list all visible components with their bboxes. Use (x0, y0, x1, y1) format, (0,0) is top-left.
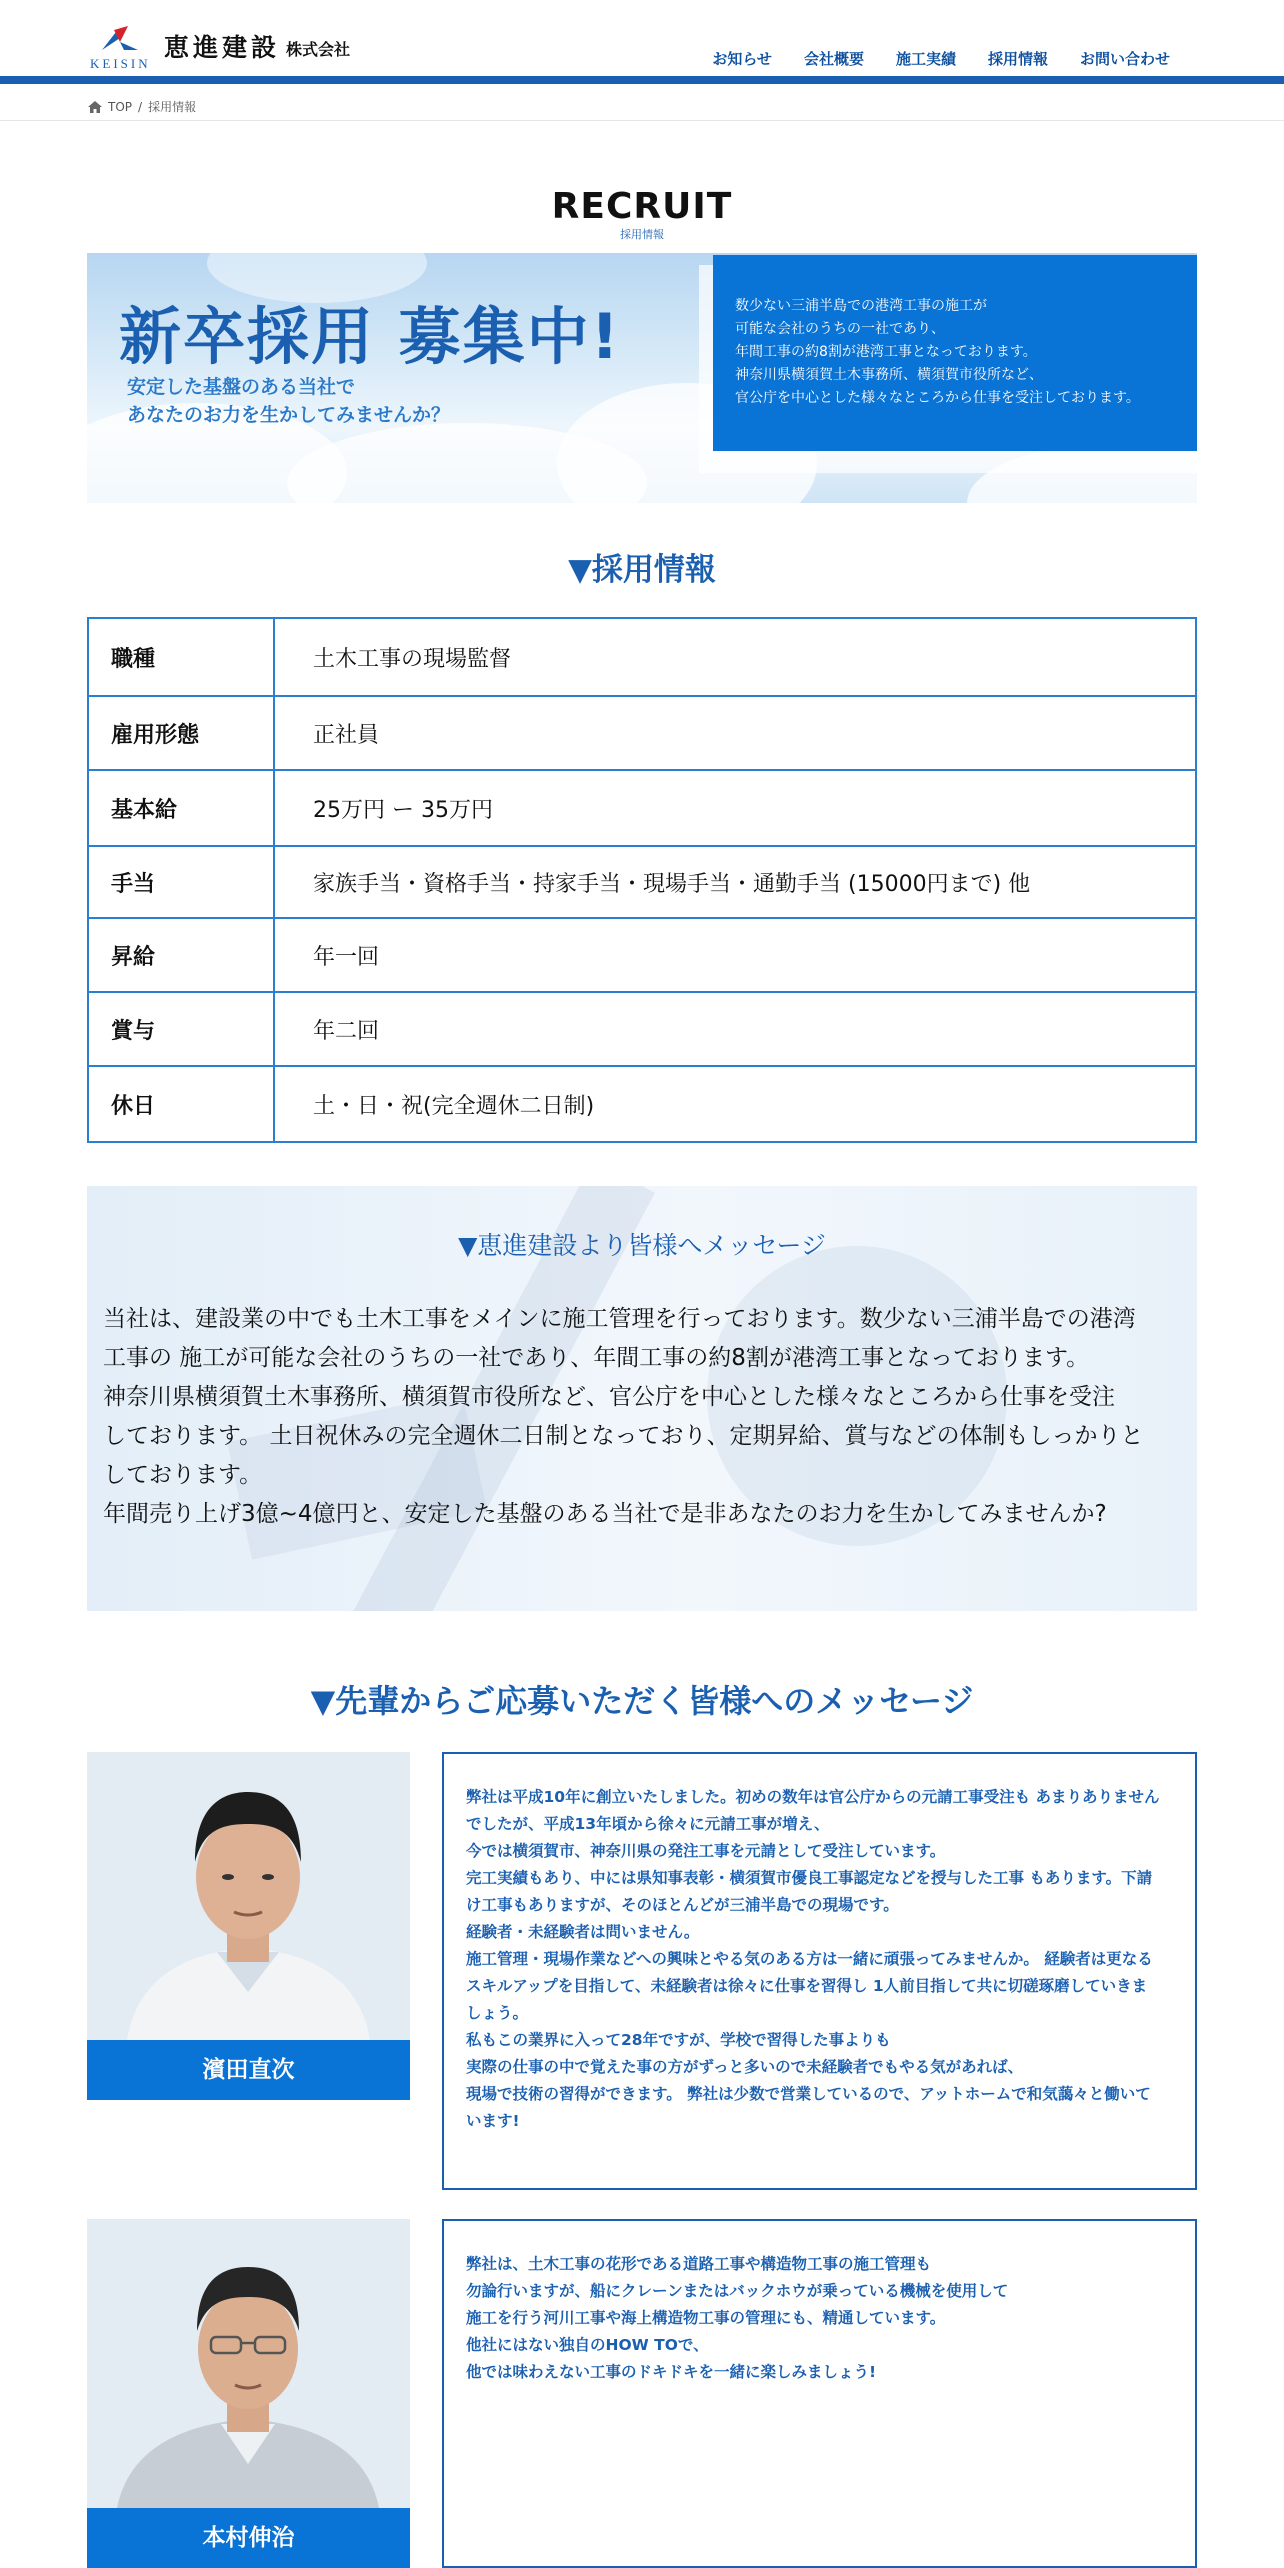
person-name: 濱田直次 (87, 2040, 410, 2100)
hero-info-box (713, 255, 1197, 451)
nav-recruit[interactable]: 採用情報 (972, 50, 1064, 80)
company-logo[interactable] (88, 22, 388, 74)
senior-message-box (442, 2219, 1197, 2568)
logo-company-name: 恵進建設 (164, 33, 281, 62)
message-line: 年間売り上げ3億~4億円と、安定した基盤のある当社で是非あなたのお力を生かしてみませんか? (103, 1501, 1107, 1527)
senior-message-line: 実際の仕事の中で覚えた事の方がずっと多いので未経験者でもやる気があれば、 (466, 2058, 1024, 2076)
table-label: 基本給 (89, 771, 275, 845)
table-value: 25万円 ー 35万円 (313, 797, 493, 823)
nav-company[interactable]: 会社概要 (803, 50, 864, 68)
company-message-title: ▼恵進建設より皆様へメッセージ (458, 1231, 826, 1260)
senior-message-line: 施工管理・現場作業などへの興味とやる気のある方は一緒に頑張ってみませんか。 経験者は更なる (466, 1950, 1153, 1968)
senior-message-line: 勿論行いますが、船にクレーンまたはバックホウが乗っている機械を使用して (466, 2282, 1009, 2300)
message-line: 当社は、建設業の中でも土木工事をメインに施工管理を行っております。数少ない三浦半島での港湾 (103, 1306, 1136, 1332)
keisin-logo-icon (98, 24, 142, 54)
table-row (89, 695, 1195, 769)
table-value: 土・日・祝(完全週休二日制) (313, 1093, 595, 1119)
breadcrumb-current: 採用情報 (148, 100, 197, 114)
senior-message-box (442, 1752, 1197, 2190)
table-value: 年二回 (313, 1018, 380, 1044)
table-label: 休日 (89, 1067, 275, 1141)
table-value: 正社員 (313, 722, 380, 748)
senior-message-line: しょう。 (466, 2004, 529, 2022)
senior-message-line: 現場で技術の習得ができます。 弊社は少数で営業しているので、アットホームで和気藹々と働いて (466, 2085, 1151, 2103)
breadcrumb-separator: / (138, 99, 143, 114)
nav-contact[interactable]: お問い合わせ (1079, 50, 1170, 68)
senior-message-line: 他では味わえない工事のドキドキを一緒に楽しみましょう! (466, 2363, 877, 2381)
hero-tagline-line: 安定した基盤のある当社で (127, 376, 356, 398)
senior-message-line: 他社にはない独自のHOW TOで、 (466, 2336, 709, 2354)
page-subtitle: 採用情報 (620, 228, 664, 241)
person-photo-icon (87, 2219, 410, 2508)
hero-banner (87, 253, 1197, 503)
logo-company-suffix: 株式会社 (286, 40, 351, 59)
breadcrumb (88, 98, 196, 115)
page-title: RECRUIT (551, 186, 733, 227)
table-value: 土木工事の現場監督 (313, 646, 512, 672)
table-row (89, 991, 1195, 1065)
recruit-info-heading: ▼採用情報 (568, 552, 716, 588)
hero-box-line: 可能な会社のうちの一社であり、 (735, 321, 945, 337)
message-line: 神奈川県横須賀土木事務所、横須賀市役所など、官公庁を中心とした様々なところから仕事を受注 (103, 1384, 1115, 1410)
table-label: 昇給 (89, 919, 275, 991)
table-row (89, 1065, 1195, 1141)
company-message-body (103, 1300, 1193, 1534)
senior-messages-heading: ▼先輩からご応募いただく皆様へのメッセージ (310, 1682, 974, 1720)
senior-card (87, 1752, 410, 2100)
global-nav (696, 50, 1186, 80)
senior-message-line: スキルアップを目指して、未経験者は徐々に仕事を習得し 1人前目指して共に切磋琢磨していきま (466, 1977, 1148, 1995)
message-line: しております。 (103, 1462, 263, 1488)
site-header (0, 0, 1284, 84)
senior-message-line: 施工を行う河川工事や海上構造物工事の管理にも、精通しています。 (466, 2309, 946, 2327)
senior-message-line: でしたが、平成13年頃から徐々に元請工事が増え、 (466, 1815, 830, 1833)
hero-box-line: 官公庁を中心とした様々なところから仕事を受注しております。 (735, 390, 1140, 406)
table-value: 家族手当・資格手当・持家手当・現場手当・通勤手当 (15000円まで) 他 (313, 871, 1031, 897)
senior-message-line: 完工実績もあり、中には県知事表彰・横須賀市優良工事認定などを授与した工事 もあります。下請 (466, 1869, 1153, 1887)
senior-message-line: け工事もありますが、そのほとんどが三浦半島での現場です。 (466, 1896, 899, 1914)
person-name: 本村伸治 (87, 2508, 410, 2568)
nav-news[interactable]: お知らせ (712, 50, 772, 68)
table-label: 雇用形態 (89, 697, 275, 769)
table-row (89, 917, 1195, 991)
home-icon (88, 101, 102, 113)
breadcrumb-home-link[interactable]: TOP (108, 99, 133, 114)
recruit-info-table (87, 617, 1197, 1143)
company-message-block (87, 1186, 1197, 1611)
message-line: 工事の 施工が可能な会社のうちの一社であり、年間工事の約8割が港湾工事となっております。 (103, 1345, 1090, 1371)
hero-box-line: 数少ない三浦半島での港湾工事の施工が (735, 298, 987, 314)
senior-message-line: 今では横須賀市、神奈川県の発注工事を元請として受注しています。 (466, 1842, 946, 1860)
senior-card (87, 2219, 410, 2568)
table-label: 手当 (89, 847, 275, 917)
logo-subtext: KEISIN (90, 56, 151, 71)
table-value: 年一回 (313, 944, 380, 970)
senior-message-line: 弊社は、土木工事の花形である道路工事や構造物工事の施工管理も (466, 2255, 932, 2273)
hero-tagline-line: あなたのお力を生かしてみませんか？ (127, 404, 451, 426)
breadcrumb-divider (0, 120, 1284, 121)
senior-message-line: 経験者・未経験者は問いません。 (466, 1923, 700, 1941)
senior-message-line: 弊社は平成10年に創立いたしました。初めの数年は官公庁からの元請工事受注も あまりありません (466, 1788, 1160, 1806)
table-row (89, 619, 1195, 695)
senior-message-line: います! (466, 2112, 520, 2130)
hero-tagline (127, 373, 450, 429)
nav-works[interactable]: 施工実績 (895, 50, 956, 68)
hero-box-line: 神奈川県横須賀土木事務所、横須賀市役所など、 (735, 367, 1043, 383)
senior-message-line: 私もこの業界に入って28年ですが、学校で習得した事よりも (466, 2031, 891, 2049)
table-row (89, 769, 1195, 845)
table-row (89, 845, 1195, 917)
table-label: 賞与 (89, 993, 275, 1065)
hero-box-line: 年間工事の約8割が港湾工事となっております。 (735, 344, 1037, 360)
table-label: 職種 (89, 619, 275, 695)
person-photo-icon (87, 1752, 410, 2040)
message-line: しております。 土日祝休みの完全週休二日制となっており、定期昇給、賞与などの体制もしっかりと (103, 1423, 1144, 1449)
hero-heading: 新卒採用 募集中! (119, 300, 621, 373)
